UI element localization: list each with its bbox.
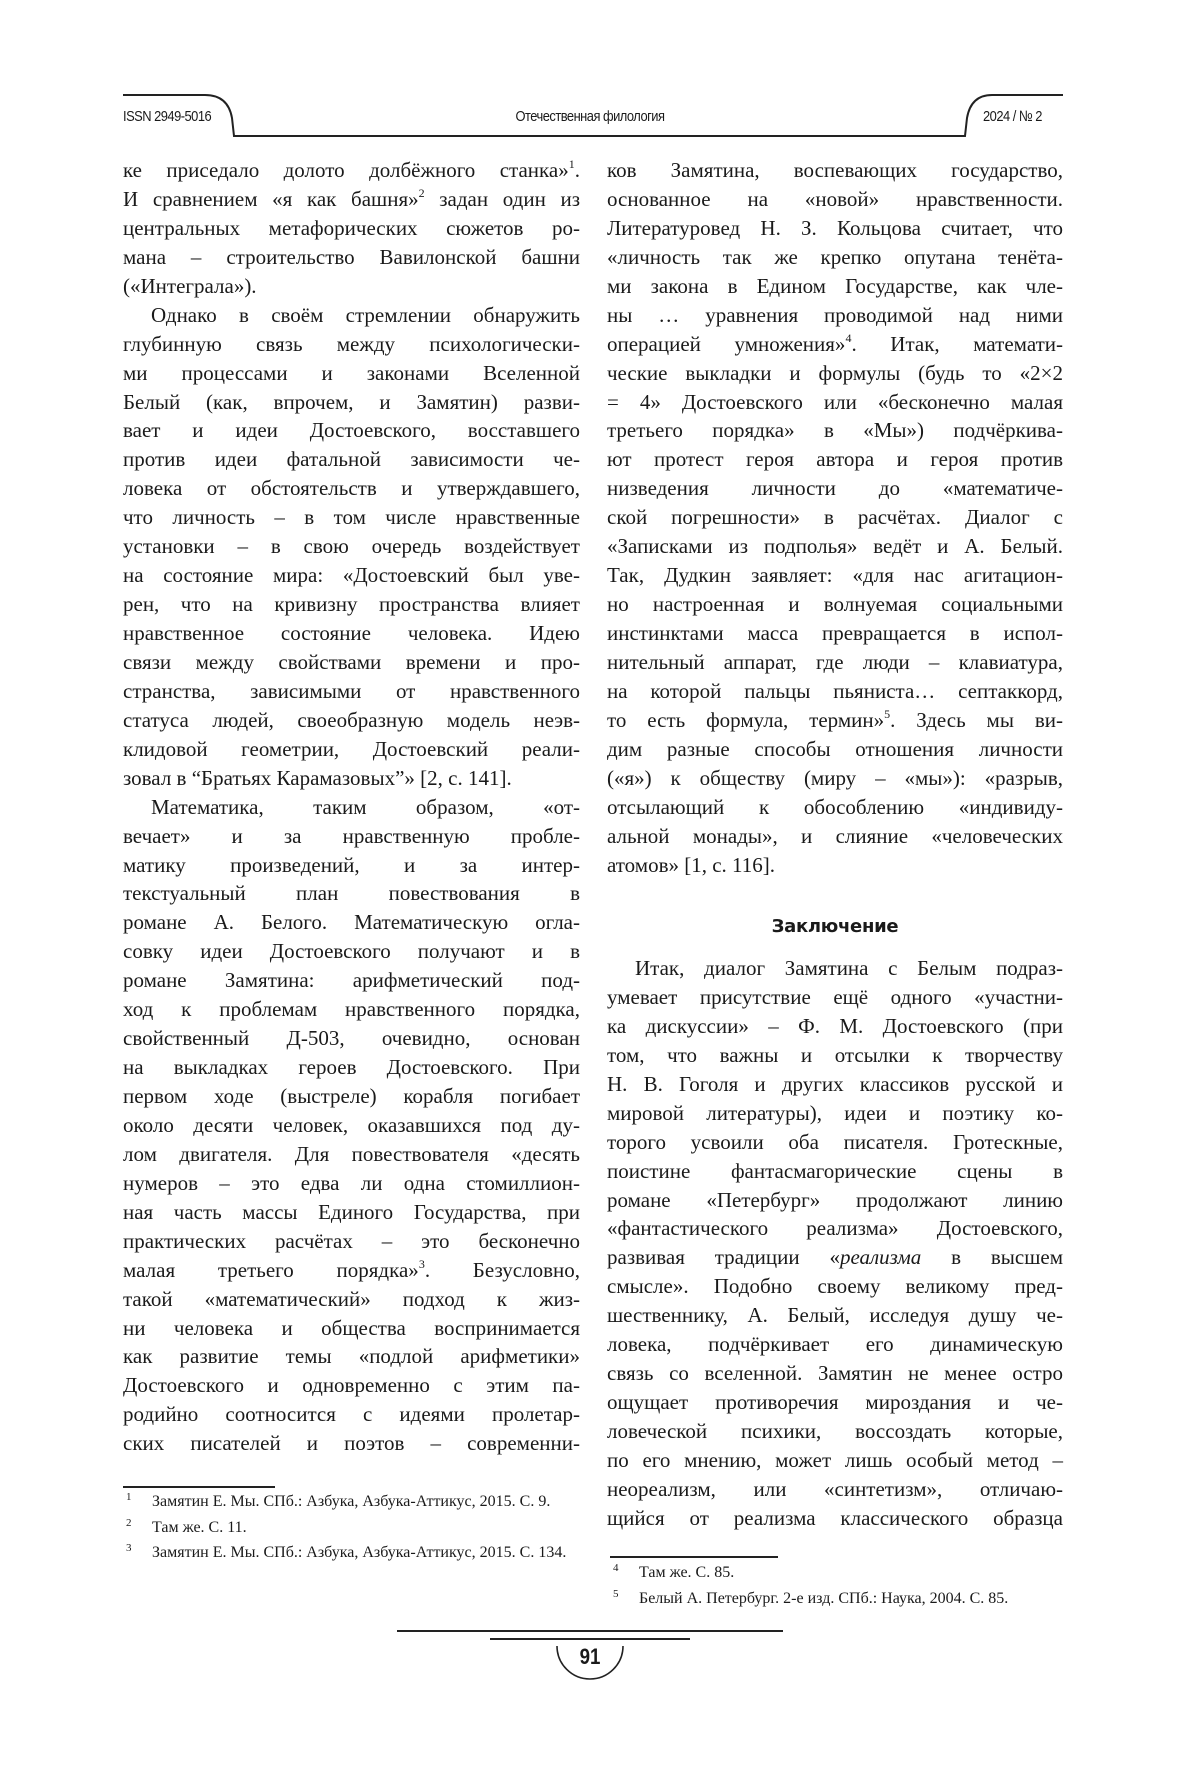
footnote-text: Замятин Е. Мы. СПб.: Азбука, Азбука-Аттикус, 2015. С. 134.	[152, 1540, 578, 1566]
text-line: щийся от реализма классического образца	[607, 1504, 1063, 1533]
text-line: дим разные способы отношения личности	[607, 735, 1063, 764]
text-line: статуса людей, своеобразную модель неэв-	[123, 706, 580, 735]
text-line: свойственный Д-503, очевидно, основан	[123, 1024, 580, 1053]
text-line: но настроенная и волнуемая социальными	[607, 590, 1063, 619]
text-line: Так, Дудкин заявляет: «для нас агитацион-	[607, 561, 1063, 590]
text-line: ощущает противоречия мироздания и че-	[607, 1388, 1063, 1417]
text-line: («я») к обществу (миру – «мы»): «разрыв,	[607, 764, 1063, 793]
text-segment: . Здесь мы ви-	[890, 708, 1063, 732]
text-line: романе А. Белого. Математическую огла-	[123, 908, 580, 937]
text-line: основанное на «новой» нравственности.	[607, 185, 1063, 214]
text-line: ловека от обстоятельств и утверждавшего,	[123, 474, 580, 503]
journal-title: Отечественная филология	[516, 108, 665, 125]
text-line: матику произведений, и за интер-	[123, 851, 580, 880]
text-line: ют протест героя автора и героя против	[607, 445, 1063, 474]
text-line: отсылающий к обособлению «индивиду-	[607, 793, 1063, 822]
text-line: Итак, диалог Замятина с Белым подраз-	[607, 954, 1063, 983]
text-line: такой «математический» подход к жиз-	[123, 1285, 580, 1314]
text-line: нумеров – это едва ли одна стомиллион-	[123, 1169, 580, 1198]
footnote-text: Там же. С. 85.	[639, 1560, 1066, 1586]
footnote-number: 4	[613, 1556, 619, 1582]
text-line: Достоевского и одновременно с этим па-	[123, 1371, 580, 1400]
text-line: центральных метафорических сюжетов ро-	[123, 214, 580, 243]
text-segment: развивая традиции «	[607, 1245, 840, 1269]
text-line: на состояние мира: «Достоевский был уве-	[123, 561, 580, 590]
text-line: третьего порядка» в «Мы») подчёркива-	[607, 416, 1063, 445]
text-line: ни человека и общества воспринимается	[123, 1314, 580, 1343]
text-line: против идеи фатальной зависимости че-	[123, 445, 580, 474]
text-segment: операцией умножения»	[607, 332, 845, 356]
text-line: глубинную связь между психологически-	[123, 330, 580, 359]
footnote-reference[interactable]: 5	[884, 707, 890, 721]
text-line: «Записками из подполья» ведёт и А. Белый.	[607, 532, 1063, 561]
footnote-reference[interactable]: 4	[845, 331, 851, 345]
text-line: = 4» Достоевского или «бесконечно малая	[607, 388, 1063, 417]
footnote-text: Замятин Е. Мы. СПб.: Азбука, Азбука-Аттикус, 2015. С. 9.	[152, 1489, 578, 1515]
left-column	[123, 156, 580, 1458]
text-line: ской погрешности» в расчётах. Диалог с	[607, 503, 1063, 532]
text-line: по его мнению, может лишь особый метод –	[607, 1446, 1063, 1475]
text-line: альной монады», и слияние «человеческих	[607, 822, 1063, 851]
text-line	[123, 185, 580, 214]
text-line	[607, 1243, 1063, 1272]
text-line: ка дискуссии» – Ф. М. Достоевского (при	[607, 1012, 1063, 1041]
footnote-number: 3	[126, 1536, 132, 1562]
text-line: «фантастического реализма» Достоевского,	[607, 1214, 1063, 1243]
footnote-text: Там же. С. 11.	[152, 1515, 578, 1541]
text-line: инстинктами масса превращается в испол-	[607, 619, 1063, 648]
text-line: том, что важны и отсылки к творчеству	[607, 1041, 1063, 1070]
text-line: ная часть массы Единого Государства, при	[123, 1198, 580, 1227]
text-segment: И сравнением «я как башня»	[123, 187, 419, 211]
text-line: нительный аппарат, где люди – клавиатура,	[607, 648, 1063, 677]
text-segment: малая третьего порядка»	[123, 1258, 419, 1282]
footnote-reference[interactable]: 1	[569, 157, 575, 171]
footnotes-left	[123, 1489, 578, 1566]
text-line: Однако в своём стремлении обнаружить	[123, 301, 580, 330]
conclusion-section	[607, 954, 1063, 1533]
text-line: клидовой геометрии, Достоевский реали-	[123, 735, 580, 764]
text-line: ков Замятина, воспевающих государство,	[607, 156, 1063, 185]
footnote	[610, 1560, 1066, 1586]
text-line: странства, зависимыми от нравственного	[123, 677, 580, 706]
text-line: текстуальный план повествования в	[123, 879, 580, 908]
text-line: нравственное состояние человека. Идею	[123, 619, 580, 648]
text-line: умевает присутствие ещё одного «участни-	[607, 983, 1063, 1012]
footnote-separator	[123, 1486, 275, 1488]
text-segment: ке приседало долото долбёжного станка»	[123, 158, 569, 182]
text-segment: задан один из	[425, 187, 580, 211]
text-line: романе «Петербург» продолжают линию	[607, 1186, 1063, 1215]
page-number: 91	[580, 1644, 601, 1670]
text-line: Литературовед Н. З. Кольцова считает, что	[607, 214, 1063, 243]
text-line: Математика, таким образом, «от-	[123, 793, 580, 822]
text-line: Белый (как, впрочем, и Замятин) разви-	[123, 388, 580, 417]
text-line: вает и идеи Достоевского, восставшего	[123, 416, 580, 445]
text-line: шественнику, А. Белый, исследуя душу че-	[607, 1301, 1063, 1330]
text-line: совку идеи Достоевского получают и в	[123, 937, 580, 966]
footnote	[123, 1489, 578, 1515]
text-line: рен, что на кривизну пространства влияет	[123, 590, 580, 619]
text-line	[607, 330, 1063, 359]
text-line: связи между свойствами времени и про-	[123, 648, 580, 677]
right-column	[607, 156, 1063, 879]
text-segment: . Безусловно,	[425, 1258, 580, 1282]
text-line: торого усвоили оба писателя. Гротескные,	[607, 1128, 1063, 1157]
section-heading: Заключение	[607, 916, 1063, 937]
text-line: смысле». Подобно своему великому пред-	[607, 1272, 1063, 1301]
text-line: около десяти человек, оказавшихся под ду-	[123, 1111, 580, 1140]
text-line: как развитие темы «подлой арифметики»	[123, 1342, 580, 1371]
text-line: Н. В. Гоголя и других классиков русской и	[607, 1070, 1063, 1099]
text-line: («Интеграла»).	[123, 272, 580, 301]
text-line: атомов» [1, с. 116].	[607, 851, 1063, 880]
footnote-number: 1	[126, 1485, 132, 1511]
text-line: романе Замятина: арифметический под-	[123, 966, 580, 995]
text-line: «личность так же крепко опутана тенёта-	[607, 243, 1063, 272]
text-line: установки – в свою очередь воздействует	[123, 532, 580, 561]
text-line: мировой литературы), идеи и поэтику ко-	[607, 1099, 1063, 1128]
footnote-number: 2	[126, 1511, 132, 1537]
footnote-separator	[610, 1556, 778, 1558]
text-line: что личность – в том числе нравственные	[123, 503, 580, 532]
text-line: ход к проблемам нравственного порядка,	[123, 995, 580, 1024]
italic-text: реализма	[840, 1245, 921, 1269]
text-line: на которой пальцы пьяниста… септаккорд,	[607, 677, 1063, 706]
text-segment: то есть формула, термин»	[607, 708, 884, 732]
journal-issue: 2024 / № 2	[983, 108, 1042, 125]
footnote-text: Белый А. Петербург. 2-е изд. СПб.: Наука, 2004. С. 85.	[639, 1586, 1066, 1612]
text-line	[123, 1256, 580, 1285]
text-line: практических расчётах – это бесконечно	[123, 1227, 580, 1256]
footer-rule-short	[490, 1638, 690, 1640]
text-line: вечает» и за нравственную пробле-	[123, 822, 580, 851]
text-line: поистине фантасмагорические сцены в	[607, 1157, 1063, 1186]
text-line: связь со вселенной. Замятин не менее остро	[607, 1359, 1063, 1388]
text-line: ловеческой психики, воссоздать которые,	[607, 1417, 1063, 1446]
footnote	[123, 1540, 578, 1566]
footnote	[610, 1586, 1066, 1612]
footnote-reference[interactable]: 3	[419, 1257, 425, 1271]
text-line: ских писателей и поэтов – современни-	[123, 1429, 580, 1458]
footnote	[123, 1515, 578, 1541]
text-line: низведения личности до «математиче-	[607, 474, 1063, 503]
text-line: лом двигателя. Для повествователя «десять	[123, 1140, 580, 1169]
text-line	[607, 706, 1063, 735]
text-line: мана – строительство Вавилонской башни	[123, 243, 580, 272]
text-segment: в высшем	[921, 1245, 1063, 1269]
text-line: неореализм, или «синтетизм», отличаю-	[607, 1475, 1063, 1504]
text-line: ческие выкладки и формулы (будь то «2×2	[607, 359, 1063, 388]
text-line: первом ходе (выстреле) корабля погибает	[123, 1082, 580, 1111]
text-line	[123, 156, 580, 185]
text-segment: . Итак, математи-	[851, 332, 1063, 356]
text-line: родийно соотносится с идеями пролетар-	[123, 1400, 580, 1429]
text-line: зовал в “Братьях Карамазовых”» [2, с. 141].	[123, 764, 580, 793]
footnotes-right	[610, 1560, 1066, 1611]
text-line: ловека, подчёркивает его динамическую	[607, 1330, 1063, 1359]
journal-issn: ISSN 2949-5016	[123, 108, 211, 125]
text-line: ми закона в Едином Государстве, как чле-	[607, 272, 1063, 301]
footer-rule	[397, 1630, 783, 1632]
footnote-reference[interactable]: 2	[419, 186, 425, 200]
text-segment: .	[575, 158, 580, 182]
text-line: ми процессами и законами Вселенной	[123, 359, 580, 388]
footnote-number: 5	[613, 1582, 619, 1608]
text-line: ны … уравнения проводимой над ними	[607, 301, 1063, 330]
text-line: на выкладках героев Достоевского. При	[123, 1053, 580, 1082]
